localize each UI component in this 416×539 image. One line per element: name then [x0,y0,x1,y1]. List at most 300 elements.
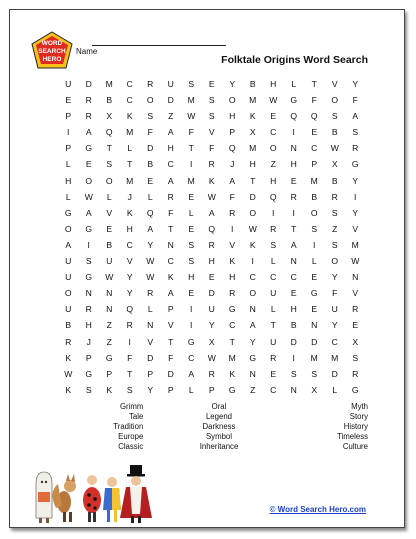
grid-letter[interactable]: S [106,159,113,170]
grid-letter[interactable]: I [272,207,275,218]
grid-letter[interactable]: L [127,143,133,154]
name-field-line[interactable] [92,45,226,46]
grid-letter[interactable]: T [270,320,276,331]
grid-letter[interactable]: D [208,288,215,299]
grid-letter[interactable]: H [126,223,133,234]
grid-letter[interactable]: U [65,304,72,315]
grid-letter[interactable]: M [187,95,195,106]
grid-letter[interactable]: I [251,256,254,267]
grid-letter[interactable]: D [167,368,174,379]
grid-letter[interactable]: I [292,207,295,218]
grid-letter[interactable]: K [249,111,256,122]
grid-letter[interactable]: L [147,191,153,202]
grid-letter[interactable]: N [249,304,256,315]
grid-letter[interactable]: Y [147,239,154,250]
grid-letter[interactable]: N [249,368,256,379]
grid-letter[interactable]: E [352,320,359,331]
grid-letter[interactable]: T [188,143,194,154]
grid-letter[interactable]: B [65,320,72,331]
grid-letter[interactable]: R [352,368,359,379]
grid-letter[interactable]: L [106,191,112,202]
grid-letter[interactable]: T [127,159,133,170]
grid-letter[interactable]: T [168,223,174,234]
grid-letter[interactable]: C [188,352,195,363]
grid-letter[interactable]: B [106,239,113,250]
grid-letter[interactable]: V [147,336,154,347]
grid-letter[interactable]: U [270,336,277,347]
grid-letter[interactable]: C [126,79,133,89]
grid-letter[interactable]: Q [290,111,298,122]
grid-letter[interactable]: S [331,239,338,250]
website-link[interactable]: © Word Search Hero.com [269,505,366,514]
grid-letter[interactable]: S [85,384,92,395]
grid-letter[interactable]: V [331,79,338,89]
grid-letter[interactable]: E [311,272,318,283]
grid-letter[interactable]: L [291,79,297,89]
grid-letter[interactable]: P [147,368,154,379]
grid-letter[interactable]: H [270,79,277,89]
grid-letter[interactable]: T [127,368,133,379]
grid-letter[interactable]: Z [270,159,276,170]
grid-letter[interactable]: K [167,272,174,283]
grid-letter[interactable]: G [351,384,359,395]
grid-letter[interactable]: L [65,191,71,202]
grid-letter[interactable]: I [190,304,193,315]
grid-letter[interactable]: N [290,143,297,154]
grid-letter[interactable]: O [269,143,277,154]
grid-letter[interactable]: W [207,191,216,202]
grid-letter[interactable]: F [332,288,338,299]
grid-letter[interactable]: Z [168,111,174,122]
grid-letter[interactable]: H [270,175,277,186]
grid-letter[interactable]: J [230,159,235,170]
grid-letter[interactable]: C [229,320,236,331]
grid-letter[interactable]: Y [352,207,359,218]
grid-letter[interactable]: E [311,304,318,315]
grid-letter[interactable]: F [352,95,358,106]
grid-letter[interactable]: C [290,272,297,283]
grid-letter[interactable]: O [105,175,113,186]
grid-letter[interactable]: C [270,384,277,395]
grid-letter[interactable]: C [331,336,338,347]
grid-letter[interactable]: I [292,127,295,138]
grid-letter[interactable]: Y [249,336,256,347]
grid-letter[interactable]: L [188,384,194,395]
grid-letter[interactable]: S [270,239,277,250]
grid-letter[interactable]: Z [250,384,256,395]
grid-letter[interactable]: S [331,111,338,122]
grid-letter[interactable]: C [126,95,133,106]
grid-letter[interactable]: B [147,159,154,170]
grid-letter[interactable]: Y [331,320,338,331]
grid-letter[interactable]: R [147,288,154,299]
grid-letter[interactable]: A [208,207,215,218]
grid-letter[interactable]: I [128,336,131,347]
grid-letter[interactable]: E [208,272,215,283]
grid-letter[interactable]: E [270,111,277,122]
grid-letter[interactable]: M [126,127,134,138]
grid-letter[interactable]: R [270,223,277,234]
grid-letter[interactable]: Z [106,336,112,347]
grid-letter[interactable]: W [105,272,114,283]
grid-letter[interactable]: N [106,304,113,315]
grid-letter[interactable]: M [187,175,195,186]
grid-letter[interactable]: L [270,304,276,315]
grid-letter[interactable]: L [311,256,317,267]
grid-letter[interactable]: R [270,352,277,363]
grid-letter[interactable]: B [106,95,113,106]
grid-letter[interactable]: S [290,368,297,379]
grid-letter[interactable]: F [229,191,235,202]
grid-letter[interactable]: G [351,159,359,170]
grid-letter[interactable]: N [352,272,359,283]
grid-letter[interactable]: D [290,336,297,347]
grid-letter[interactable]: F [127,352,133,363]
grid-letter[interactable]: S [208,95,215,106]
grid-letter[interactable]: N [106,288,113,299]
grid-letter[interactable]: A [167,175,174,186]
grid-letter[interactable]: Q [105,127,113,138]
grid-letter[interactable]: R [208,368,215,379]
grid-letter[interactable]: Y [126,288,133,299]
grid-letter[interactable]: G [85,223,93,234]
grid-letter[interactable]: Q [146,207,154,218]
grid-letter[interactable]: A [65,239,72,250]
grid-letter[interactable]: M [310,175,318,186]
grid-letter[interactable]: Q [269,191,277,202]
grid-letter[interactable]: E [188,288,195,299]
grid-letter[interactable]: U [65,79,72,89]
grid-letter[interactable]: X [331,159,338,170]
grid-letter[interactable]: T [229,336,235,347]
grid-letter[interactable]: Y [331,272,338,283]
grid-letter[interactable]: S [352,352,359,363]
grid-letter[interactable]: G [187,336,195,347]
grid-letter[interactable]: M [331,352,339,363]
grid-letter[interactable]: E [311,127,318,138]
grid-letter[interactable]: W [187,111,196,122]
grid-letter[interactable]: P [65,143,72,154]
grid-letter[interactable]: Z [332,223,338,234]
grid-letter[interactable]: W [248,223,257,234]
grid-letter[interactable]: M [351,239,359,250]
grid-letter[interactable]: V [229,239,236,250]
grid-letter[interactable]: I [292,352,295,363]
grid-letter[interactable]: T [291,223,297,234]
grid-letter[interactable]: N [311,320,318,331]
grid-letter[interactable]: X [311,384,318,395]
grid-letter[interactable]: H [229,272,236,283]
grid-letter[interactable]: O [249,207,257,218]
grid-letter[interactable]: R [208,159,215,170]
grid-letter[interactable]: P [167,384,174,395]
grid-letter[interactable]: P [167,304,174,315]
grid-letter[interactable]: D [85,79,92,89]
grid-letter[interactable]: S [85,256,92,267]
grid-letter[interactable]: M [249,143,257,154]
grid-letter[interactable]: E [188,223,195,234]
grid-letter[interactable]: S [188,256,195,267]
grid-letter[interactable]: U [208,304,215,315]
grid-letter[interactable]: B [331,127,338,138]
grid-letter[interactable]: L [332,384,338,395]
grid-letter[interactable]: M [126,175,134,186]
grid-letter[interactable]: W [84,191,93,202]
grid-letter[interactable]: W [146,256,155,267]
grid-letter[interactable]: E [85,159,92,170]
grid-letter[interactable]: F [209,143,215,154]
grid-letter[interactable]: C [167,256,174,267]
grid-letter[interactable]: U [270,288,277,299]
grid-letter[interactable]: N [167,239,174,250]
grid-letter[interactable]: G [64,207,72,218]
grid-letter[interactable]: I [87,239,90,250]
grid-letter[interactable]: E [65,95,72,106]
grid-letter[interactable]: I [313,239,316,250]
grid-letter[interactable]: E [208,79,215,89]
grid-letter[interactable]: S [331,207,338,218]
grid-letter[interactable]: W [351,256,360,267]
grid-letter[interactable]: A [167,288,174,299]
grid-letter[interactable]: D [147,143,154,154]
grid-letter[interactable]: H [290,159,297,170]
grid-letter[interactable]: U [65,272,72,283]
grid-letter[interactable]: G [85,272,93,283]
grid-letter[interactable]: A [147,223,154,234]
grid-letter[interactable]: I [231,223,234,234]
grid-letter[interactable]: E [106,223,113,234]
grid-letter[interactable]: Z [106,320,112,331]
grid-letter[interactable]: D [249,191,256,202]
grid-letter[interactable]: C [167,159,174,170]
grid-letter[interactable]: Y [126,272,133,283]
grid-letter[interactable]: D [167,95,174,106]
grid-letter[interactable]: K [229,368,236,379]
grid-letter[interactable]: O [85,175,93,186]
grid-letter[interactable]: P [208,384,215,395]
grid-letter[interactable]: N [85,288,92,299]
grid-letter[interactable]: R [229,288,236,299]
grid-letter[interactable]: O [310,207,318,218]
grid-letter[interactable]: E [147,175,154,186]
grid-letter[interactable]: S [147,111,154,122]
grid-letter[interactable]: F [168,352,174,363]
grid-letter[interactable]: W [146,272,155,283]
grid-letter[interactable]: K [126,111,133,122]
grid-letter[interactable]: H [167,143,174,154]
grid-letter[interactable]: C [126,239,133,250]
grid-letter[interactable]: V [126,256,133,267]
grid-letter[interactable]: R [167,191,174,202]
grid-letter[interactable]: P [85,352,92,363]
grid-letter[interactable]: B [331,175,338,186]
grid-letter[interactable]: D [147,352,154,363]
grid-letter[interactable]: N [147,320,154,331]
grid-letter[interactable]: O [331,256,339,267]
grid-letter[interactable]: V [352,223,359,234]
grid-letter[interactable]: C [311,143,318,154]
grid-letter[interactable]: C [270,272,277,283]
grid-letter[interactable]: L [188,207,194,218]
grid-letter[interactable]: X [106,111,113,122]
grid-letter[interactable]: S [352,127,359,138]
grid-letter[interactable]: O [249,288,257,299]
grid-letter[interactable]: R [290,191,297,202]
grid-letter[interactable]: T [311,79,317,89]
grid-letter[interactable]: R [352,304,359,315]
grid-letter[interactable]: H [65,175,72,186]
grid-letter[interactable]: A [352,111,359,122]
grid-letter[interactable]: X [352,336,359,347]
grid-letter[interactable]: X [249,127,256,138]
grid-letter[interactable]: A [85,207,92,218]
grid-letter[interactable]: K [65,352,72,363]
grid-letter[interactable]: E [188,191,195,202]
grid-letter[interactable]: Y [352,175,359,186]
grid-letter[interactable]: O [64,288,72,299]
grid-letter[interactable]: R [85,304,92,315]
grid-letter[interactable]: G [310,288,318,299]
grid-letter[interactable]: S [311,223,318,234]
grid-letter[interactable]: H [249,159,256,170]
grid-letter[interactable]: S [188,79,195,89]
grid-letter[interactable]: L [270,256,276,267]
grid-letter[interactable]: A [188,368,195,379]
grid-letter[interactable]: H [188,272,195,283]
grid-letter[interactable]: G [228,304,236,315]
grid-letter[interactable]: C [270,127,277,138]
grid-letter[interactable]: U [106,256,113,267]
grid-letter[interactable]: V [352,288,359,299]
grid-letter[interactable]: P [65,111,72,122]
grid-letter[interactable]: X [208,336,215,347]
grid-letter[interactable]: L [147,304,153,315]
grid-letter[interactable]: K [126,207,133,218]
grid-letter[interactable]: R [85,111,92,122]
grid-letter[interactable]: Q [310,111,318,122]
grid-letter[interactable]: I [354,191,357,202]
grid-letter[interactable]: F [311,95,317,106]
grid-letter[interactable]: W [207,352,216,363]
grid-letter[interactable]: Y [208,320,215,331]
grid-letter[interactable]: V [208,127,215,138]
grid-letter[interactable]: E [270,368,277,379]
grid-letter[interactable]: J [127,191,132,202]
grid-letter[interactable]: H [229,111,236,122]
grid-letter[interactable]: M [249,95,257,106]
grid-letter[interactable]: G [105,352,113,363]
grid-letter[interactable]: O [64,223,72,234]
grid-letter[interactable]: T [250,175,256,186]
grid-letter[interactable]: M [105,79,113,89]
grid-letter[interactable]: W [269,95,278,106]
grid-letter[interactable]: U [331,304,338,315]
grid-letter[interactable]: M [228,352,236,363]
grid-letter[interactable]: K [208,175,215,186]
grid-letter[interactable]: P [229,127,236,138]
grid-letter[interactable]: R [229,207,236,218]
grid-letter[interactable]: T [106,143,112,154]
grid-letter[interactable]: N [290,256,297,267]
grid-letter[interactable]: H [85,320,92,331]
grid-letter[interactable]: O [331,95,339,106]
grid-letter[interactable]: A [85,127,92,138]
grid-letter[interactable]: O [228,95,236,106]
grid-letter[interactable]: G [290,95,298,106]
grid-letter[interactable]: L [65,159,71,170]
grid-letter[interactable]: A [290,239,297,250]
grid-letter[interactable]: P [106,368,113,379]
grid-letter[interactable]: R [65,336,72,347]
grid-letter[interactable]: R [126,320,133,331]
grid-letter[interactable]: U [167,79,174,89]
grid-letter[interactable]: T [168,336,174,347]
grid-letter[interactable]: F [147,127,153,138]
grid-letter[interactable]: J [86,336,91,347]
grid-letter[interactable]: B [311,191,318,202]
grid-letter[interactable]: C [249,272,256,283]
grid-letter[interactable]: E [290,288,297,299]
grid-letter[interactable]: R [85,95,92,106]
grid-letter[interactable]: Y [147,384,154,395]
grid-letter[interactable]: Y [352,79,359,89]
grid-letter[interactable]: A [249,320,256,331]
grid-letter[interactable]: K [65,384,72,395]
grid-letter[interactable]: G [228,384,236,395]
grid-letter[interactable]: S [188,239,195,250]
grid-letter[interactable]: P [311,159,318,170]
grid-letter[interactable]: D [311,336,318,347]
grid-letter[interactable]: E [290,175,297,186]
grid-letter[interactable]: I [190,320,193,331]
grid-letter[interactable]: D [331,368,338,379]
grid-letter[interactable]: Q [208,223,216,234]
grid-letter[interactable]: B [249,79,256,89]
grid-letter[interactable]: V [106,207,113,218]
grid-letter[interactable]: K [106,384,113,395]
grid-letter[interactable]: V [167,320,174,331]
grid-letter[interactable]: G [249,352,257,363]
grid-letter[interactable]: K [229,256,236,267]
grid-letter[interactable]: H [290,304,297,315]
grid-letter[interactable]: U [65,256,72,267]
grid-letter[interactable]: S [311,368,318,379]
grid-letter[interactable]: S [126,384,133,395]
grid-letter[interactable]: A [229,175,236,186]
grid-letter[interactable]: Q [228,143,236,154]
grid-letter[interactable]: R [331,191,338,202]
grid-letter[interactable]: M [310,352,318,363]
grid-letter[interactable]: K [249,239,256,250]
grid-letter[interactable]: G [85,143,93,154]
grid-letter[interactable]: S [208,111,215,122]
grid-letter[interactable]: A [167,127,174,138]
grid-letter[interactable]: Y [229,79,236,89]
grid-letter[interactable]: H [208,256,215,267]
grid-letter[interactable]: I [190,159,193,170]
grid-letter[interactable]: R [352,143,359,154]
grid-letter[interactable]: R [147,79,154,89]
grid-letter[interactable]: W [64,368,73,379]
grid-letter[interactable]: N [290,384,297,395]
grid-letter[interactable]: F [168,207,174,218]
grid-letter[interactable]: B [290,320,297,331]
grid-letter[interactable]: O [146,95,154,106]
grid-letter[interactable]: I [67,127,70,138]
grid-letter[interactable]: G [85,368,93,379]
grid-letter[interactable]: Q [126,304,134,315]
grid-letter[interactable]: F [188,127,194,138]
